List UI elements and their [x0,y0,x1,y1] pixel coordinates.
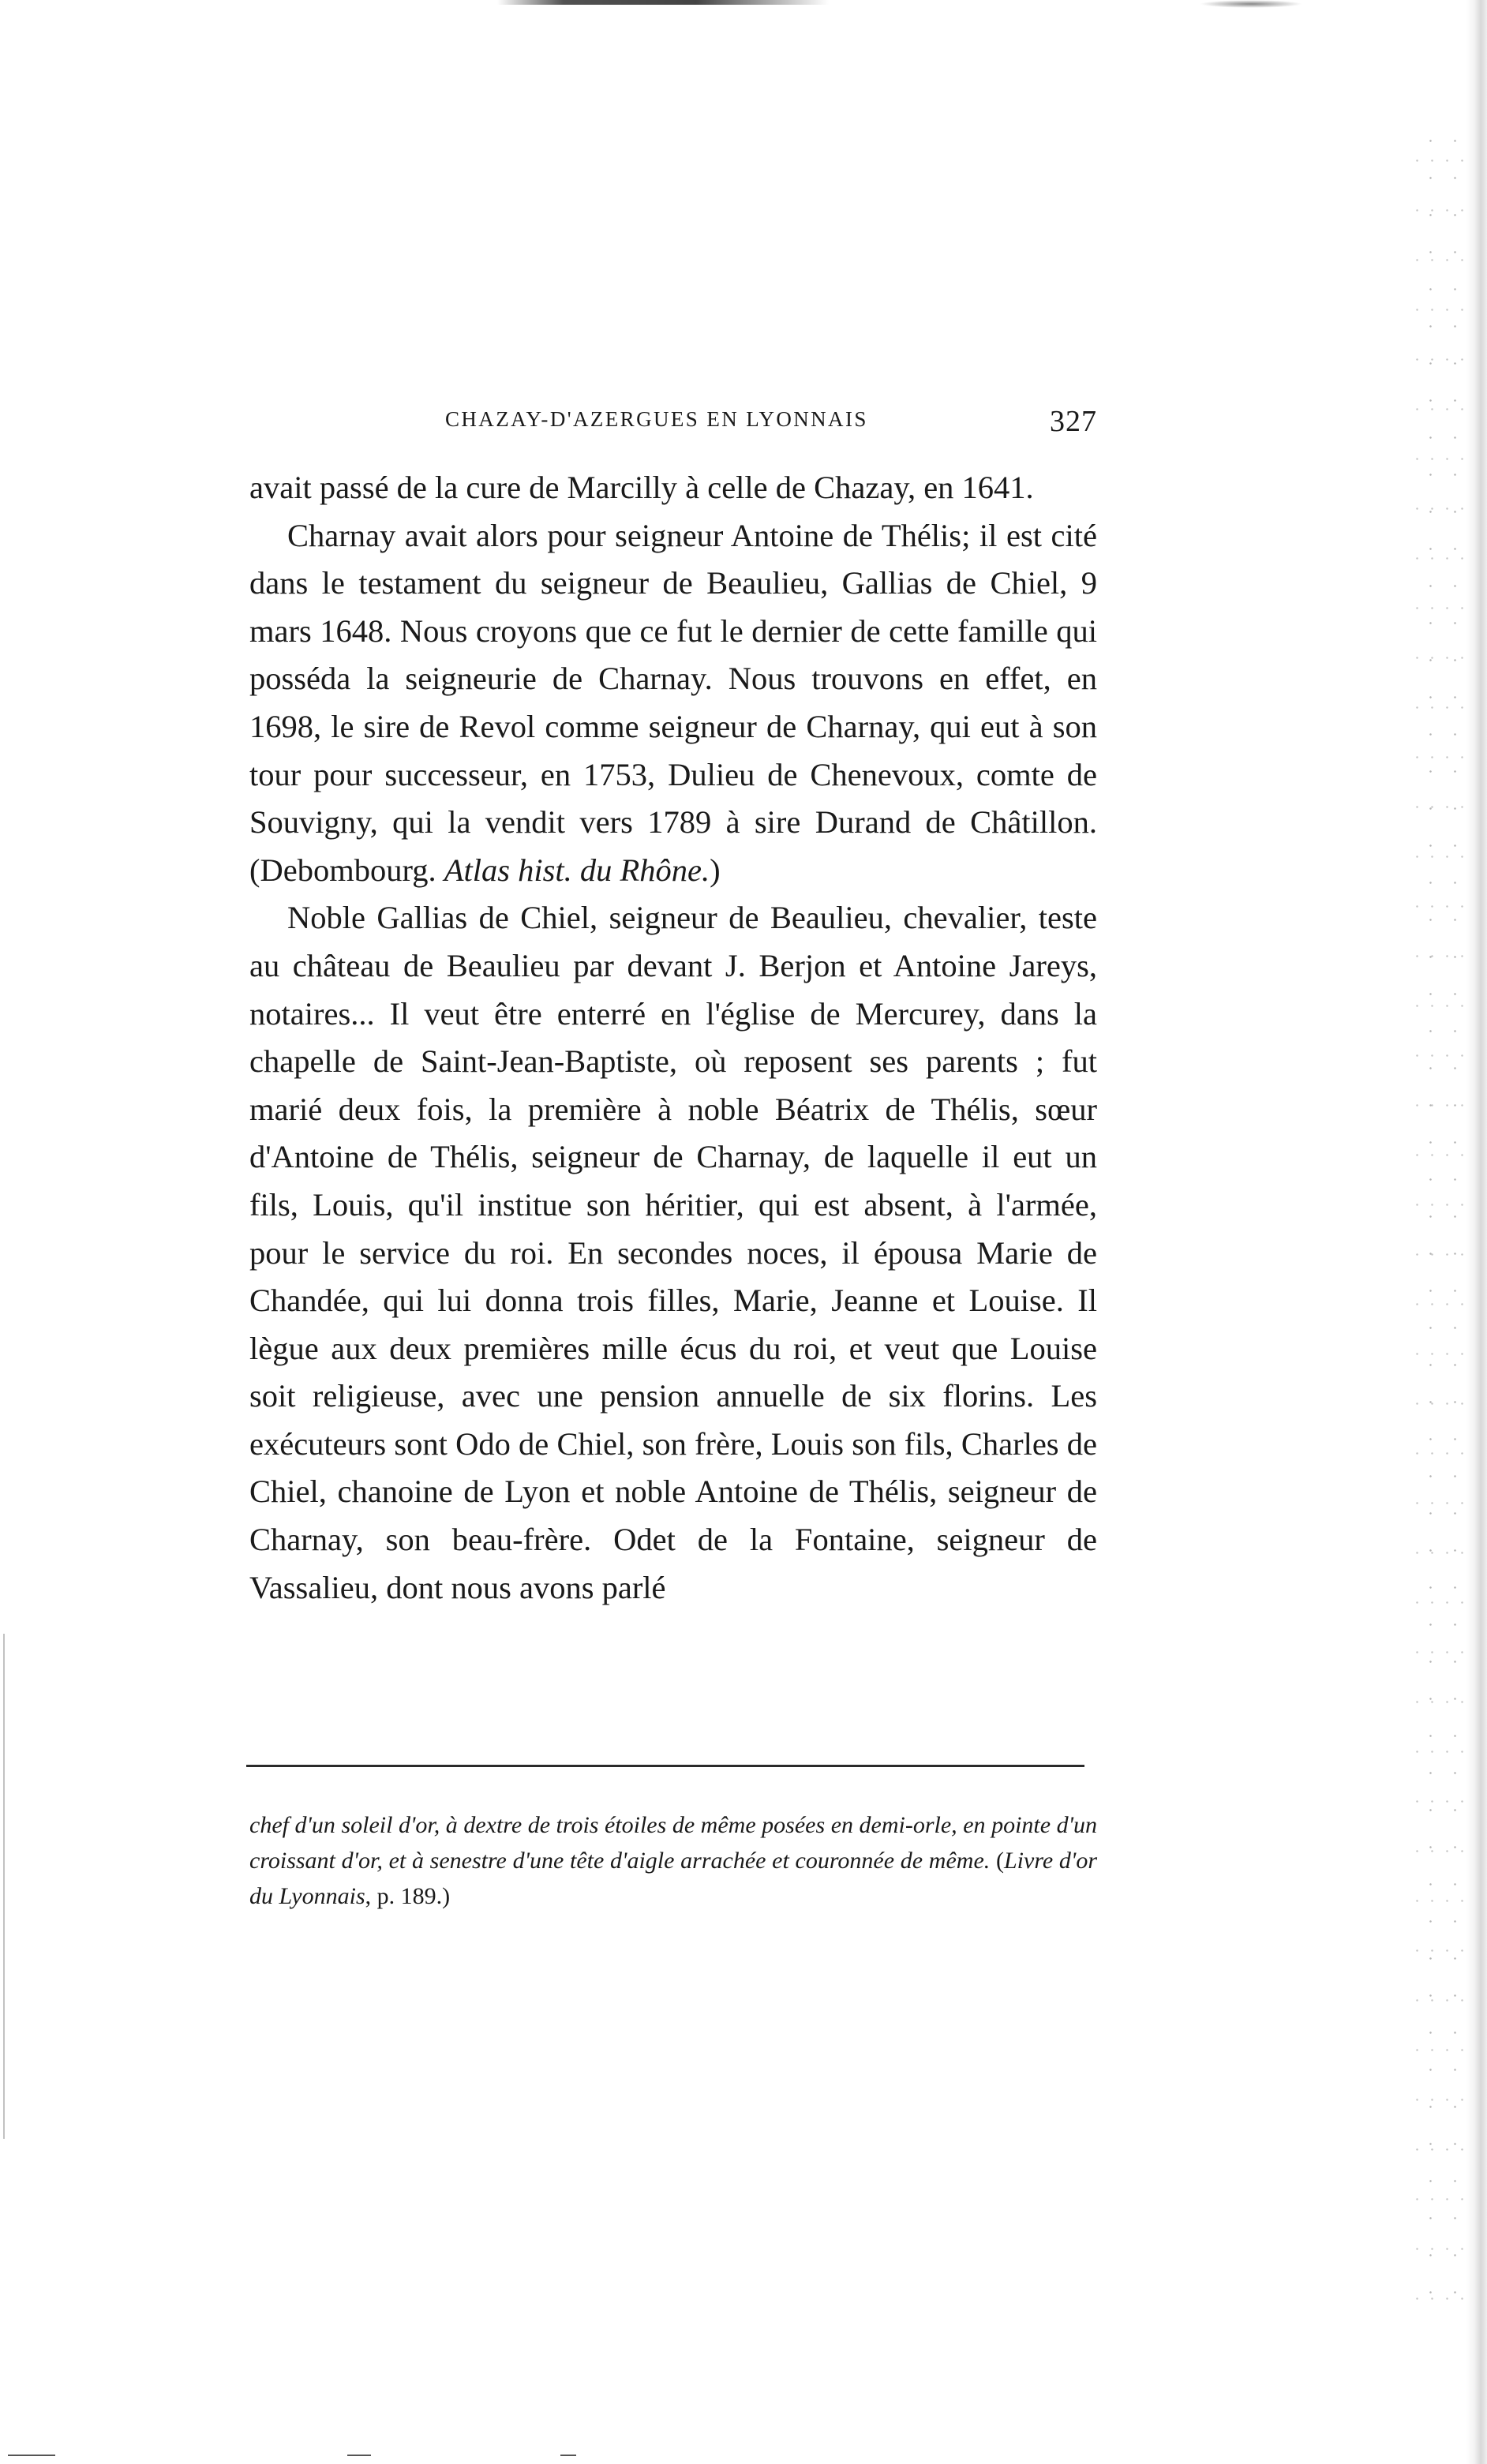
scan-specks [1416,118,1463,2328]
scan-top-smudge [1200,0,1302,8]
scan-bottom-marks [0,2455,1487,2458]
body-text [249,464,1097,1612]
scan-left-line [3,1634,5,2139]
scan-edge-shadow [1466,0,1487,2464]
paragraph-2 [249,512,1097,895]
footnote-main: chef d'un soleil d'or, à dextre de trois étoiles de même posées en demi-orle, en pointe d'un croissant d'or, et à senestre d'une tête d'aigle arrachée et couronnée de même. [249,1812,1097,1874]
footnote-page-ref: , p. 189.) [365,1883,451,1909]
running-title: CHAZAY-D'AZERGUES EN LYONNAIS [445,407,868,431]
footnote-rule [246,1765,1084,1767]
paragraph-3: Noble Gallias de Chiel, seigneur de Beaulieu, chevalier, teste au château de Beaulieu par devant J. Berjon et Antoine Jareys, notaires... Il veut être enterré en l'église de Mercurey, dans la chapelle de Saint-Jean-Baptiste, où reposent ses parents ; fut marié deux fois, la première à noble Béatrix de Thélis, sœur d'Antoine de Thélis, seigneur de Charnay, de laquelle il eut un fils, Louis, qu'il institue son héritier, qui est absent, à l'armée, pour le service du roi. En secondes noces, il épousa Marie de Chandée, qui lui donna trois filles, Marie, Jeanne et Louise. Il lègue aux deux premières mille écus du roi, et veut que Louise soit religieuse, avec une pension annuelle de six florins. Les exécuteurs sont Odo de Chiel, son frère, Louis son fils, Charles de Chiel, chanoine de Lyon et noble Antoine de Thélis, seigneur de Charnay, son beau-frère. Odet de la Fontaine, seigneur de Vassalieu, dont nous avons parlé [249,900,1097,1605]
paragraph-2-end: ) [710,852,721,888]
paragraph-1: avait passé de la cure de Marcilly à celle de Chazay, en 1641. [249,470,1034,505]
page-number: 327 [1050,405,1097,438]
paragraph-2-main: Charnay avait alors pour seigneur Antoine de Thélis; il est cité dans le testament du seigneur de Beaulieu, Gallias de Chiel, 9 mars 1648. Nous croyons que ce fut le dernier de cette famille qui posséda la seigneurie de Charnay. Nous trouvons en effet, en 1698, le sire de Revol comme seigneur de Charnay, qui eut à son tour pour successeur, en 1753, Dulieu de Chenevoux, comte de Souvigny, qui la vendit vers 1789 à sire Durand de Châtillon. (Debombourg. [249,517,1097,888]
footnote-source: Livre d'or du Lyonnais [249,1848,1098,1909]
paragraph-2-italic: Atlas hist. du Rhône. [444,852,710,888]
scan-top-mark [497,0,829,5]
running-head [249,407,1097,447]
footnote [249,1807,1097,1914]
footnote-open-paren: ( [995,1848,1004,1874]
